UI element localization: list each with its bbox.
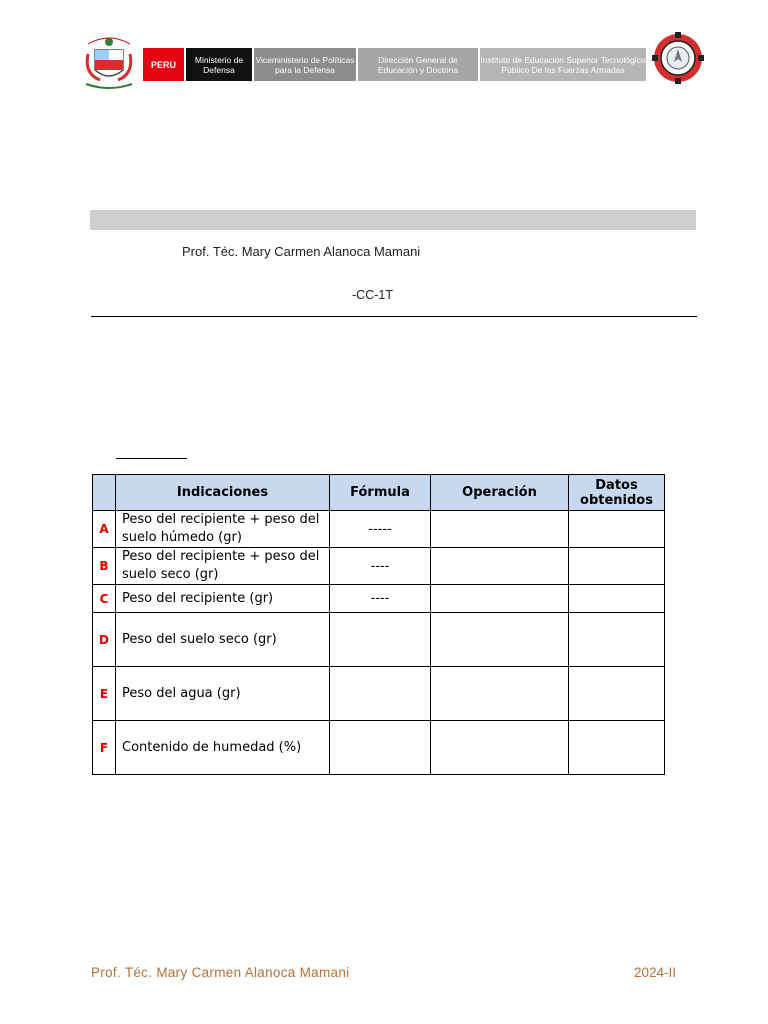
row-operacion[interactable] [431,613,569,667]
row-operacion[interactable] [431,721,569,775]
table-row [93,548,665,585]
header-formula: Fórmula [330,475,431,511]
row-datos[interactable] [569,721,665,775]
row-datos[interactable] [569,613,665,667]
table-header-row [93,475,665,511]
row-operacion[interactable] [431,667,569,721]
professor-name: Prof. Téc. Mary Carmen Alanoca Mamani [182,244,421,259]
table-row [93,511,665,548]
footer-term: 2024-II [634,965,677,980]
row-indicacion: Peso del suelo seco (gr) [116,613,330,667]
row-formula [330,667,431,721]
viceministerio-banner: Viceministerio de Políticas para la Defensa [254,48,356,81]
table-row [93,613,665,667]
row-datos[interactable] [569,548,665,585]
section-title-bar [90,210,696,230]
row-operacion[interactable] [431,585,569,613]
row-indicacion: Peso del recipiente + peso del suelo húmedo (gr) [116,511,330,548]
header-indicaciones: Indicaciones [116,475,330,511]
header-operacion: Operación [431,475,569,511]
row-letter: E [93,667,116,721]
row-formula: ----- [330,511,431,548]
peru-banner: PERU [143,48,184,81]
header-blank-cell [93,475,116,511]
row-indicacion: Peso del agua (gr) [116,667,330,721]
direccion-general-banner: Dirección General de Educación y Doctrina [358,48,478,81]
moisture-content-table [92,474,665,775]
row-operacion[interactable] [431,548,569,585]
institute-gear-seal-logo [652,32,704,84]
header-datos-obtenidos: Datos obtenidos [569,475,665,511]
ministerio-defensa-banner: Ministerio de Defensa [186,48,252,81]
row-letter: D [93,613,116,667]
peru-coat-of-arms-logo [80,34,138,94]
row-operacion[interactable] [431,511,569,548]
row-letter: C [93,585,116,613]
row-datos[interactable] [569,585,665,613]
table-row [93,721,665,775]
table-row [93,585,665,613]
row-formula: ---- [330,585,431,613]
row-letter: F [93,721,116,775]
row-indicacion: Peso del recipiente + peso del suelo seco (gr) [116,548,330,585]
row-letter: B [93,548,116,585]
row-indicacion: Peso del recipiente (gr) [116,585,330,613]
row-datos[interactable] [569,667,665,721]
course-code: -CC-1T [352,288,393,302]
row-indicacion: Contenido de humedad (%) [116,721,330,775]
instituto-banner: Instituto de Educación Superior Tecnológico Público De las Fuerzas Armadas [480,48,646,81]
row-datos[interactable] [569,511,665,548]
short-underline [116,458,187,459]
row-formula [330,721,431,775]
row-formula: ---- [330,548,431,585]
footer-professor-name: Prof. Téc. Mary Carmen Alanoca Mamani [91,965,350,980]
row-formula [330,613,431,667]
horizontal-divider [91,316,697,317]
table-row [93,667,665,721]
row-letter: A [93,511,116,548]
